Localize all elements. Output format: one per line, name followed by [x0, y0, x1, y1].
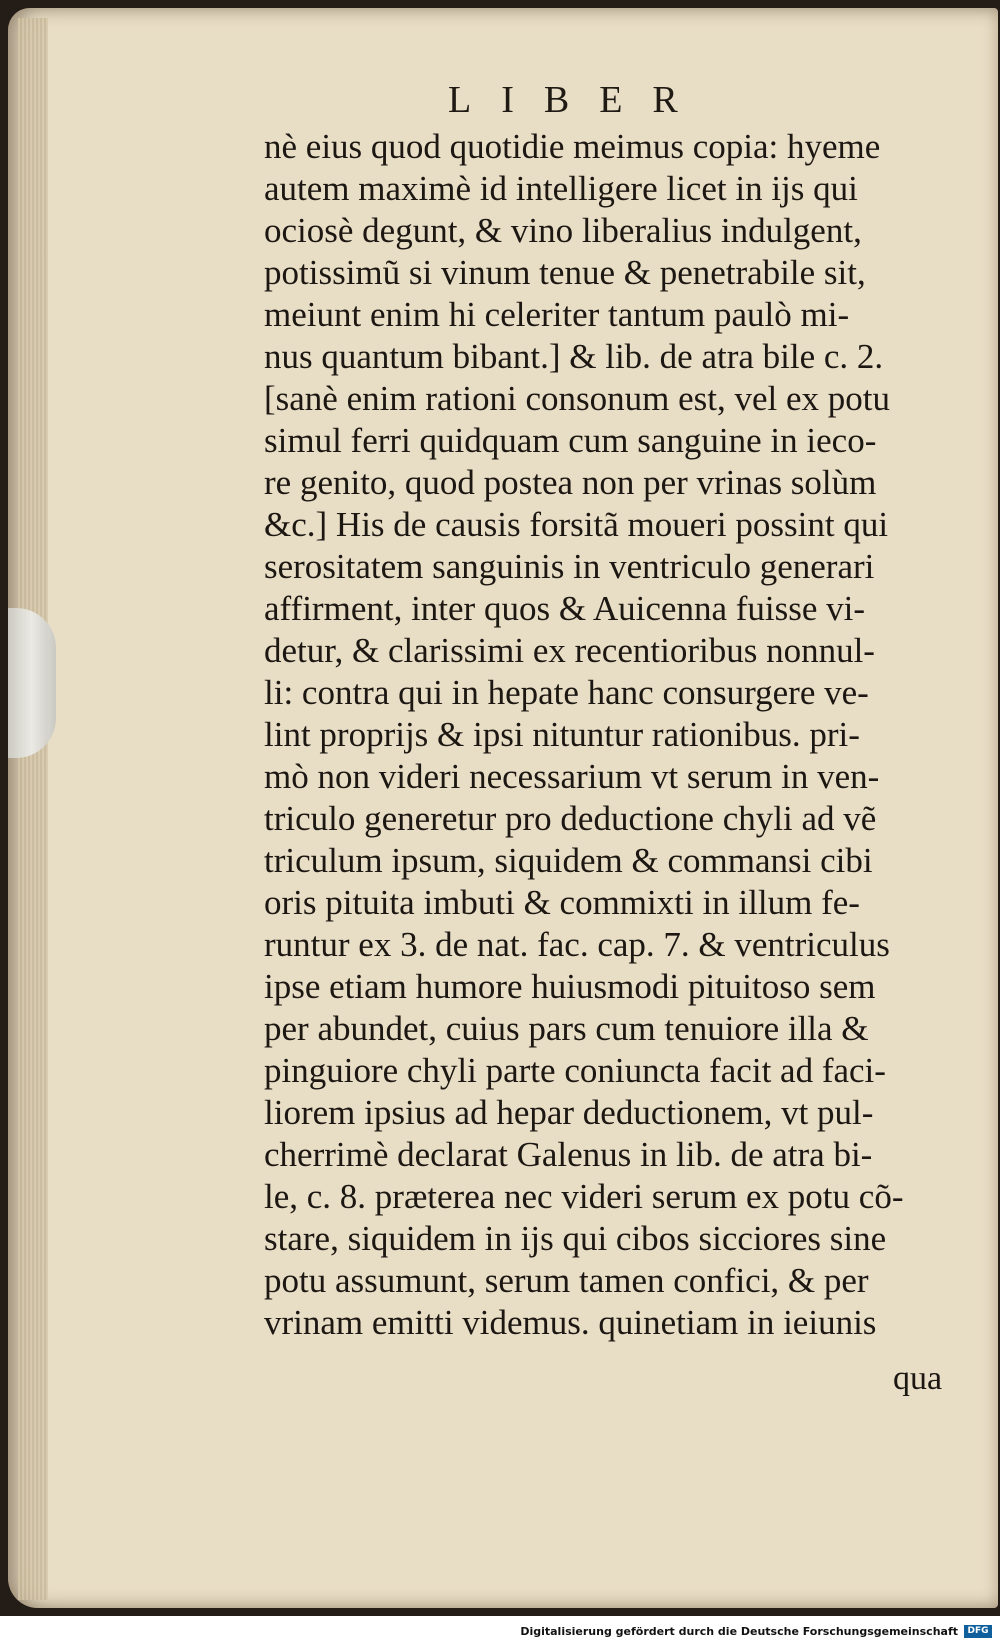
funding-credit: Digitalisierung gefördert durch die Deutsche Forschungsgemeinschaft — [520, 1625, 958, 1638]
text-line: affirment, inter quos & Auicenna fuisse vi- — [264, 589, 866, 628]
text-line: runtur ex 3. de nat. fac. cap. 7. & ventriculus — [264, 925, 890, 964]
dfg-logo-icon: DFG — [964, 1625, 992, 1638]
text-line: stare, siquidem in ijs qui cibos sicciores sine — [264, 1219, 887, 1258]
text-line: cherrimè declarat Galenus in lib. de atra bi- — [264, 1135, 873, 1174]
text-line: nè eius quod quotidie meimus copia: hyeme — [264, 127, 881, 166]
text-line: simul ferri quidquam cum sanguine in ieco- — [264, 421, 877, 460]
text-line: liorem ipsius ad hepar deductionem, vt pul- — [264, 1093, 874, 1132]
page-clip — [8, 608, 56, 758]
text-line: ociosè degunt, & vino liberalius indulgent, — [264, 211, 862, 250]
body-text — [264, 126, 924, 1344]
text-line: oris pituita imbuti & commixti in illum fe- — [264, 883, 860, 922]
book-page — [8, 8, 998, 1608]
text-line: meiunt enim hi celeriter tantum paulò mi- — [264, 295, 850, 334]
footer-bar — [0, 1616, 1000, 1644]
text-line: triculum ipsum, siquidem & commansi cibi — [264, 841, 873, 880]
text-line: autem maximè id intelligere licet in ijs qui — [264, 169, 858, 208]
text-line: serositatem sanguinis in ventriculo generari — [264, 547, 875, 586]
text-line: [sanè enim rationi consonum est, vel ex potu — [264, 379, 890, 418]
text-line: li: contra qui in hepate hanc consurgere ve- — [264, 673, 869, 712]
text-line: potu assumunt, serum tamen confici, & per — [264, 1261, 869, 1300]
page-edges — [18, 18, 48, 1600]
text-line: detur, & clarissimi ex recentioribus nonnul- — [264, 631, 875, 670]
text-line: mò non videri necessarium vt serum in ven- — [264, 757, 880, 796]
text-line: lint proprijs & ipsi nituntur rationibus. pri- — [264, 715, 860, 754]
text-line: vrinam emitti videmus. quinetiam in ieiunis — [264, 1303, 877, 1342]
catchword: qua — [893, 1360, 943, 1397]
text-line: &c.] His de causis forsitã moueri possint qui — [264, 505, 889, 544]
text-line: nus quantum bibant.] & lib. de atra bile c. 2. — [264, 337, 884, 376]
text-line: ipse etiam humore huiusmodi pituitoso sem — [264, 967, 876, 1006]
text-line: le, c. 8. præterea nec videri serum ex potu cõ- — [264, 1177, 904, 1216]
text-line: per abundet, cuius pars cum tenuiore illa & — [264, 1009, 869, 1048]
text-line: pinguiore chyli parte coniuncta facit ad faci- — [264, 1051, 886, 1090]
text-line: potissimũ si vinum tenue & penetrabile sit, — [264, 253, 866, 292]
running-title: LIBER — [448, 79, 708, 121]
text-line: re genito, quod postea non per vrinas solùm — [264, 463, 877, 502]
text-line: triculo generetur pro deductione chyli ad vẽ — [264, 799, 877, 838]
